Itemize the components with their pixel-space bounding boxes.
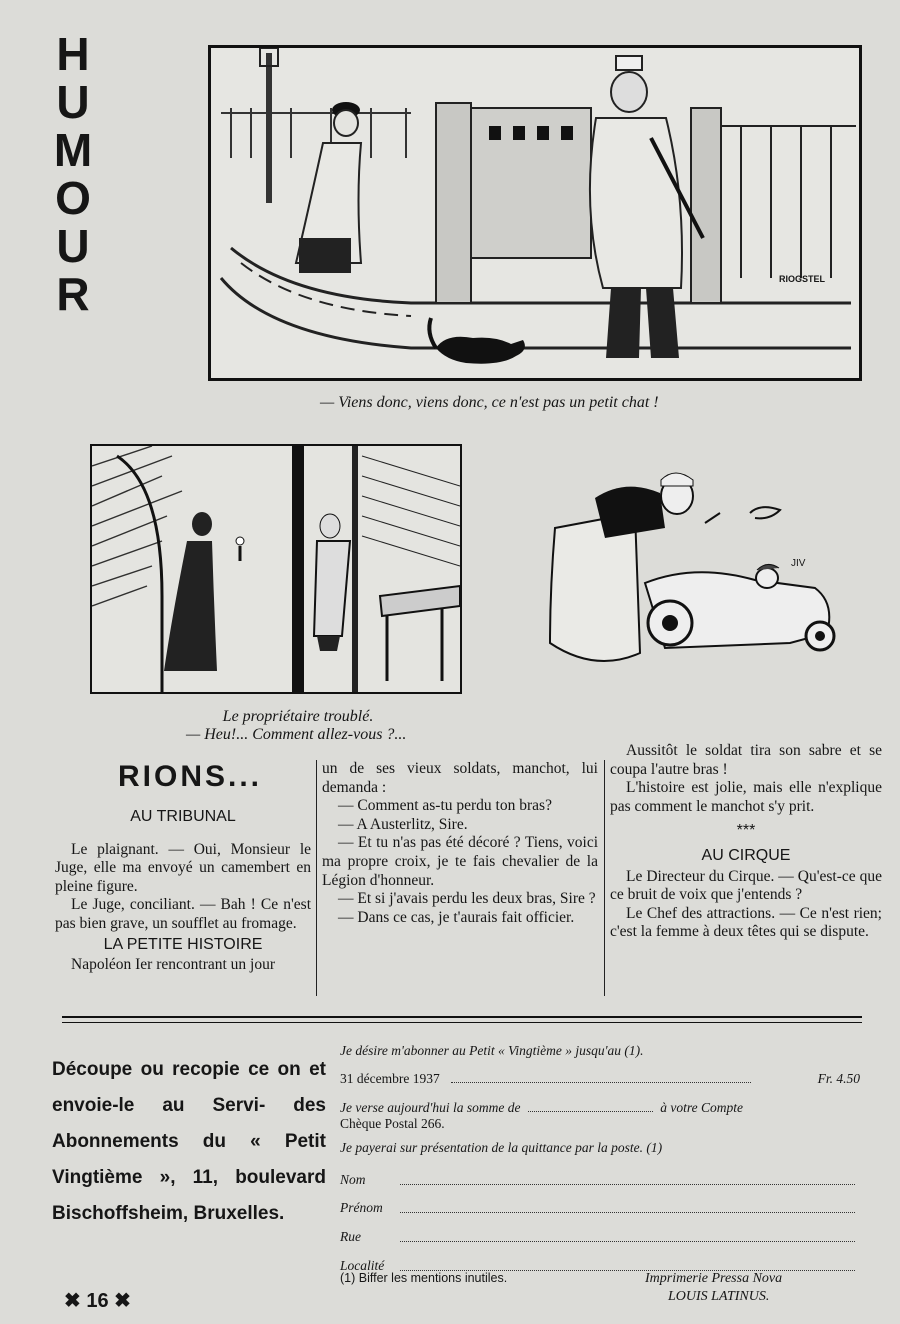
title-letter: R bbox=[56, 268, 90, 320]
title-letter: M bbox=[53, 124, 93, 176]
jokes-column-3 bbox=[610, 742, 882, 942]
cartoon-car-crash bbox=[545, 468, 845, 676]
paragraph: — Comment as-tu perdu ton bras? bbox=[338, 797, 552, 815]
paragraph: Aussitôt le soldat tira son sabre et se coupa l'autre bras ! bbox=[610, 742, 882, 778]
field-rue bbox=[340, 1229, 855, 1245]
field-label: Nom bbox=[340, 1172, 366, 1187]
field-label: Rue bbox=[340, 1229, 361, 1244]
title-letter: U bbox=[56, 220, 90, 272]
paragraph: Le Chef des attractions. — Ce n'est rien; c'est la femme à deux têtes qui se dispute. bbox=[610, 904, 882, 941]
printer-owner: LOUIS LATINUS. bbox=[668, 1289, 770, 1304]
form-payment bbox=[340, 1100, 860, 1116]
jokes-column-2 bbox=[322, 760, 598, 927]
prenom-input[interactable] bbox=[400, 1212, 855, 1213]
printer-name: Imprimerie Pressa Nova bbox=[645, 1271, 783, 1286]
section-heading: AU TRIBUNAL bbox=[130, 808, 236, 825]
title-letter: O bbox=[55, 172, 91, 224]
column-divider bbox=[316, 760, 317, 996]
subscription-instructions: Découpe ou recopie ce on et envoie-le au Servi- des Abonnements du « Petit Vingtième », 11, boulevard Bischoffsheim, Bruxelles. bbox=[52, 1059, 326, 1224]
paragraph: — Dans ce cas, je t'aurais fait officier. bbox=[338, 908, 575, 926]
paragraph: Le plaignant. — Oui, Monsieur le Juge, elle ma envoyé un camembert en pleine figure. bbox=[55, 840, 311, 895]
field-label: Prénom bbox=[340, 1200, 383, 1215]
paragraph: Le Directeur du Cirque. — Qu'est-ce que ce bruit de voix que j'entends ? bbox=[610, 867, 882, 904]
paragraph: — Et si j'avais perdu les deux bras, Sire ? bbox=[338, 890, 596, 908]
cartoon-car-illustration bbox=[545, 468, 845, 676]
page-number bbox=[64, 1288, 131, 1313]
paragraph: — Et tu n'as pas été décoré ? Tiens, voici ma propre croix, je te fais chevalier de la Légion d'honneur. bbox=[322, 834, 598, 889]
payment-text: à votre Compte bbox=[660, 1100, 743, 1115]
field-label: Localité bbox=[340, 1258, 385, 1273]
form-receipt: Je payerai sur présentation de la quittance par la poste. (1) bbox=[340, 1140, 663, 1155]
paragraph: L'histoire est jolie, mais elle n'explique pas comment le manchot s'y prit. bbox=[610, 779, 882, 815]
ornament-icon: ✖ bbox=[108, 1290, 131, 1312]
section-heading: LA PETITE HISTOIRE bbox=[103, 935, 263, 953]
section-rule bbox=[62, 1016, 862, 1023]
section-title bbox=[28, 30, 118, 318]
cartoonist-signature: RIOGSTEL bbox=[779, 274, 826, 284]
field-prenom bbox=[340, 1200, 855, 1216]
page-number-value: 16 bbox=[86, 1290, 109, 1312]
column-divider bbox=[604, 760, 605, 996]
form-intro: Je désire m'abonner au Petit « Vingtième » jusqu'au (1). bbox=[340, 1043, 644, 1058]
paragraph: Le Juge, conciliant. — Bah ! Ce n'est pas bien grave, un soufflet au fromage. bbox=[55, 896, 311, 932]
nom-input[interactable] bbox=[400, 1184, 855, 1185]
footnote: (1) Biffer les mentions inutiles. bbox=[340, 1271, 508, 1285]
cartoon-caption: — Heu!... Comment allez-vous ?... bbox=[186, 726, 407, 743]
paragraph: Napoléon Ier rencontrant un jour bbox=[71, 956, 276, 974]
cartoon-caption: — Viens donc, viens donc, ce n'est pas un petit chat ! bbox=[320, 394, 659, 411]
title-letter: U bbox=[56, 76, 90, 128]
ornament-icon: ✖ bbox=[64, 1290, 87, 1312]
payment-text: Je verse aujourd'hui la somme de bbox=[340, 1100, 521, 1115]
subscription-price: Fr. 4.50 bbox=[817, 1071, 860, 1086]
paragraph: — A Austerlitz, Sire. bbox=[338, 815, 468, 833]
section-heading: AU CIRQUE bbox=[701, 846, 791, 864]
jokes-column-1 bbox=[55, 806, 311, 975]
cartoon-street-dog bbox=[208, 45, 862, 381]
subscription-date: 31 décembre 1937 bbox=[340, 1071, 440, 1086]
date-dots bbox=[451, 1082, 751, 1083]
cartoon-landlord bbox=[90, 444, 462, 694]
jokes-heading: RIONS... bbox=[118, 760, 263, 793]
form-payment-account: Chèque Postal 266. bbox=[340, 1116, 445, 1131]
cartoon-landlord-illustration bbox=[92, 446, 460, 692]
cartoon-caption: Le propriétaire troublé. bbox=[222, 708, 374, 725]
form-date bbox=[340, 1071, 860, 1087]
rue-input[interactable] bbox=[400, 1241, 855, 1242]
separator-stars: *** bbox=[736, 822, 756, 840]
field-nom bbox=[340, 1172, 855, 1188]
amount-field[interactable] bbox=[528, 1111, 653, 1112]
paragraph: un de ses vieux soldats, manchot, lui demanda : bbox=[322, 760, 598, 796]
cartoon-street-illustration bbox=[211, 48, 859, 378]
title-letter: H bbox=[56, 28, 90, 80]
cartoonist-signature: JIV bbox=[791, 558, 806, 569]
